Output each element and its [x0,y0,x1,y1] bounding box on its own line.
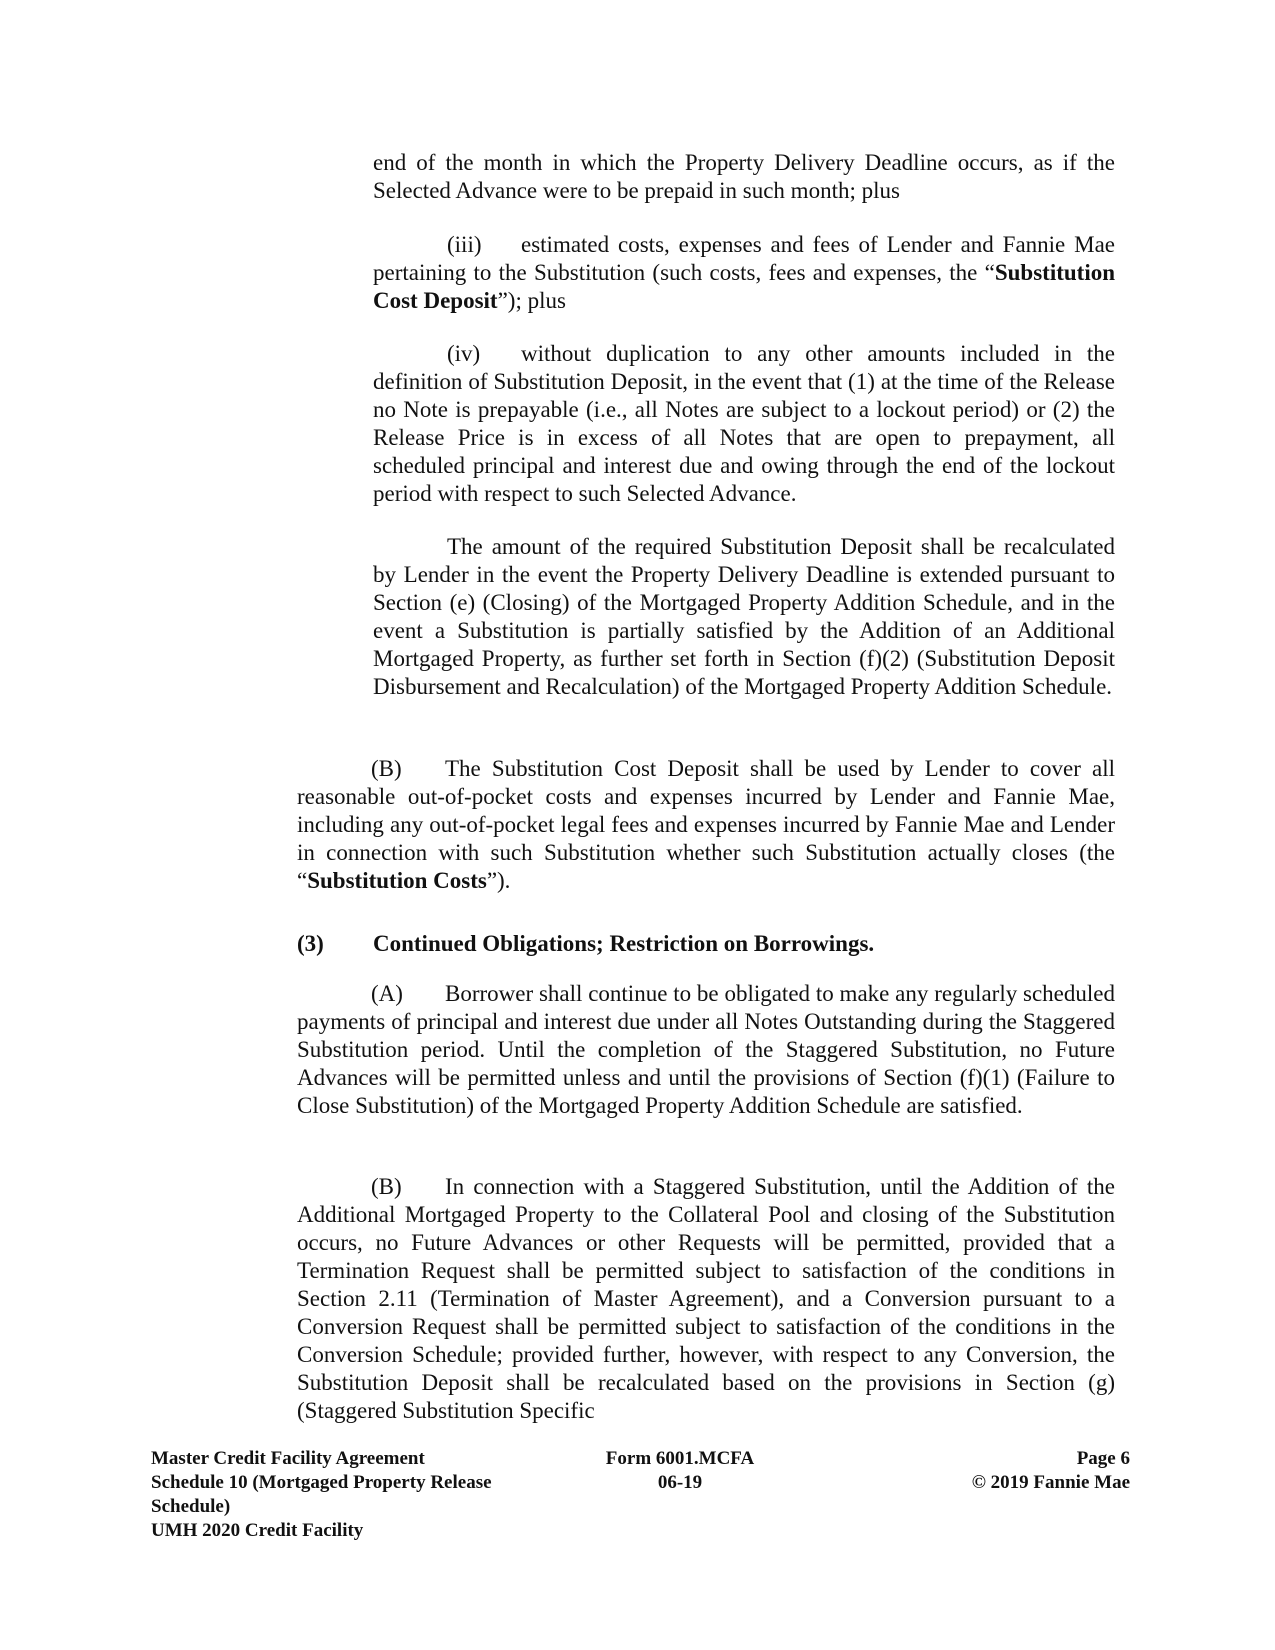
paragraph-b-staggered [297,1173,1115,1425]
clause-text: estimated costs, expenses and fees of Lender and Fannie Mae pertaining to the Substitution (such costs, fees and expenses, the “ [373,232,1115,285]
clause-text: without duplication to any other amounts included in the definition of Substitution Deposit, in the event that (1) at the time of the Release no Note is prepayable (i.e., all Notes are subject to a lockout period) or (2) the Release Price is in excess of all Notes that are open to prepayment, all scheduled principal and interest due and owing through the end of the lockout period with respect to such Selected Advance. [373,341,1115,506]
clause-text: The Substitution Cost Deposit shall be used by Lender to cover all reasonable out-of-pocket costs and expenses incurred by Lender and Fannie Mae, including any out-of-pocket legal fees and expenses incurred by Fannie Mae and Lender in connection with such Substitution whether such Substitution actually closes (the “ [297,756,1115,893]
footer-copyright: © 2019 Fannie Mae [971,1472,1130,1493]
footer-agreement-title: Master Credit Facility Agreement [151,1448,425,1469]
clause-text: Borrower shall continue to be obligated to make any regularly scheduled payments of principal and interest due under all Notes Outstanding during the Staggered Substitution period. Until the completion of the Staggered Substitution, no Future Advances will be permitted unless and until the provisions of Section (f)(1) (Failure to Close Substitution) of the Mortgaged Property Addition Schedule are satisfied. [297,981,1115,1118]
footer-left [151,1447,492,1543]
clause-text: ”); plus [497,288,566,313]
clause-label: (A) [371,981,403,1006]
clause-text: ”). [486,868,511,893]
defined-term: Substitution Costs [307,868,487,893]
footer-center [600,1447,760,1495]
clause-text: In connection with a Staggered Substitution, until the Addition of the Additional Mortgaged Property to the Collateral Pool and closing of the Substitution occurs, no Future Advances or other Requests will be permitted, provided that a Termination Request shall be permitted subject to satisfaction of the conditions in Section 2.11 (Termination of Master Agreement), and a Conversion pursuant to a Conversion Request shall be permitted subject to satisfaction of the conditions in the Conversion Schedule; provided further, however, with respect to any Conversion, the Substitution Deposit shall be recalculated based on the provisions in Section (g) (Staggered Substitution Specific [297,1174,1115,1423]
paragraph-a-obligations [297,980,1115,1120]
footer-schedule-name: Schedule 10 (Mortgaged Property Release [151,1472,492,1493]
paragraph-b-cost-deposit [297,755,1115,895]
paragraph-continuation: end of the month in which the Property Delivery Deadline occurs, as if the Selected Advance were to be prepaid in such month; plus [373,150,1115,203]
footer-form-number: Form 6001.MCFA [605,1448,755,1469]
footer-form-date: 06-19 [657,1472,703,1493]
section-number: (3) [297,931,324,956]
footer-right [972,1447,1130,1495]
clause-label: (B) [371,1174,402,1199]
footer-page-number: Page 6 [1076,1448,1130,1469]
defined-term: Substitution Cost Deposit [373,260,1115,313]
clause-label: (B) [371,756,402,781]
paragraph-recalculation: The amount of the required Substitution Deposit shall be recalculated by Lender in the event the Property Delivery Deadline is extended pursuant to Section (e) (Closing) of the Mortgaged Property Addition Schedule, and in the event a Substitution is partially satisfied by the Addition of an Additional Mortgaged Property, as further set forth in Section (f)(2) (Substitution Deposit Disbursement and Recalculation) of the Mortgaged Property Addition Schedule. [373,534,1115,699]
paragraph-iii [373,231,1115,315]
footer-facility-name: UMH 2020 Credit Facility [151,1520,364,1541]
paragraph-iv [373,340,1115,508]
footer-schedule-name-cont: Schedule) [151,1496,231,1517]
clause-label: (iv) [447,341,481,366]
section-title: Continued Obligations; Restriction on Borrowings. [373,931,875,956]
section-heading [297,930,874,958]
clause-label: (iii) [447,232,482,257]
